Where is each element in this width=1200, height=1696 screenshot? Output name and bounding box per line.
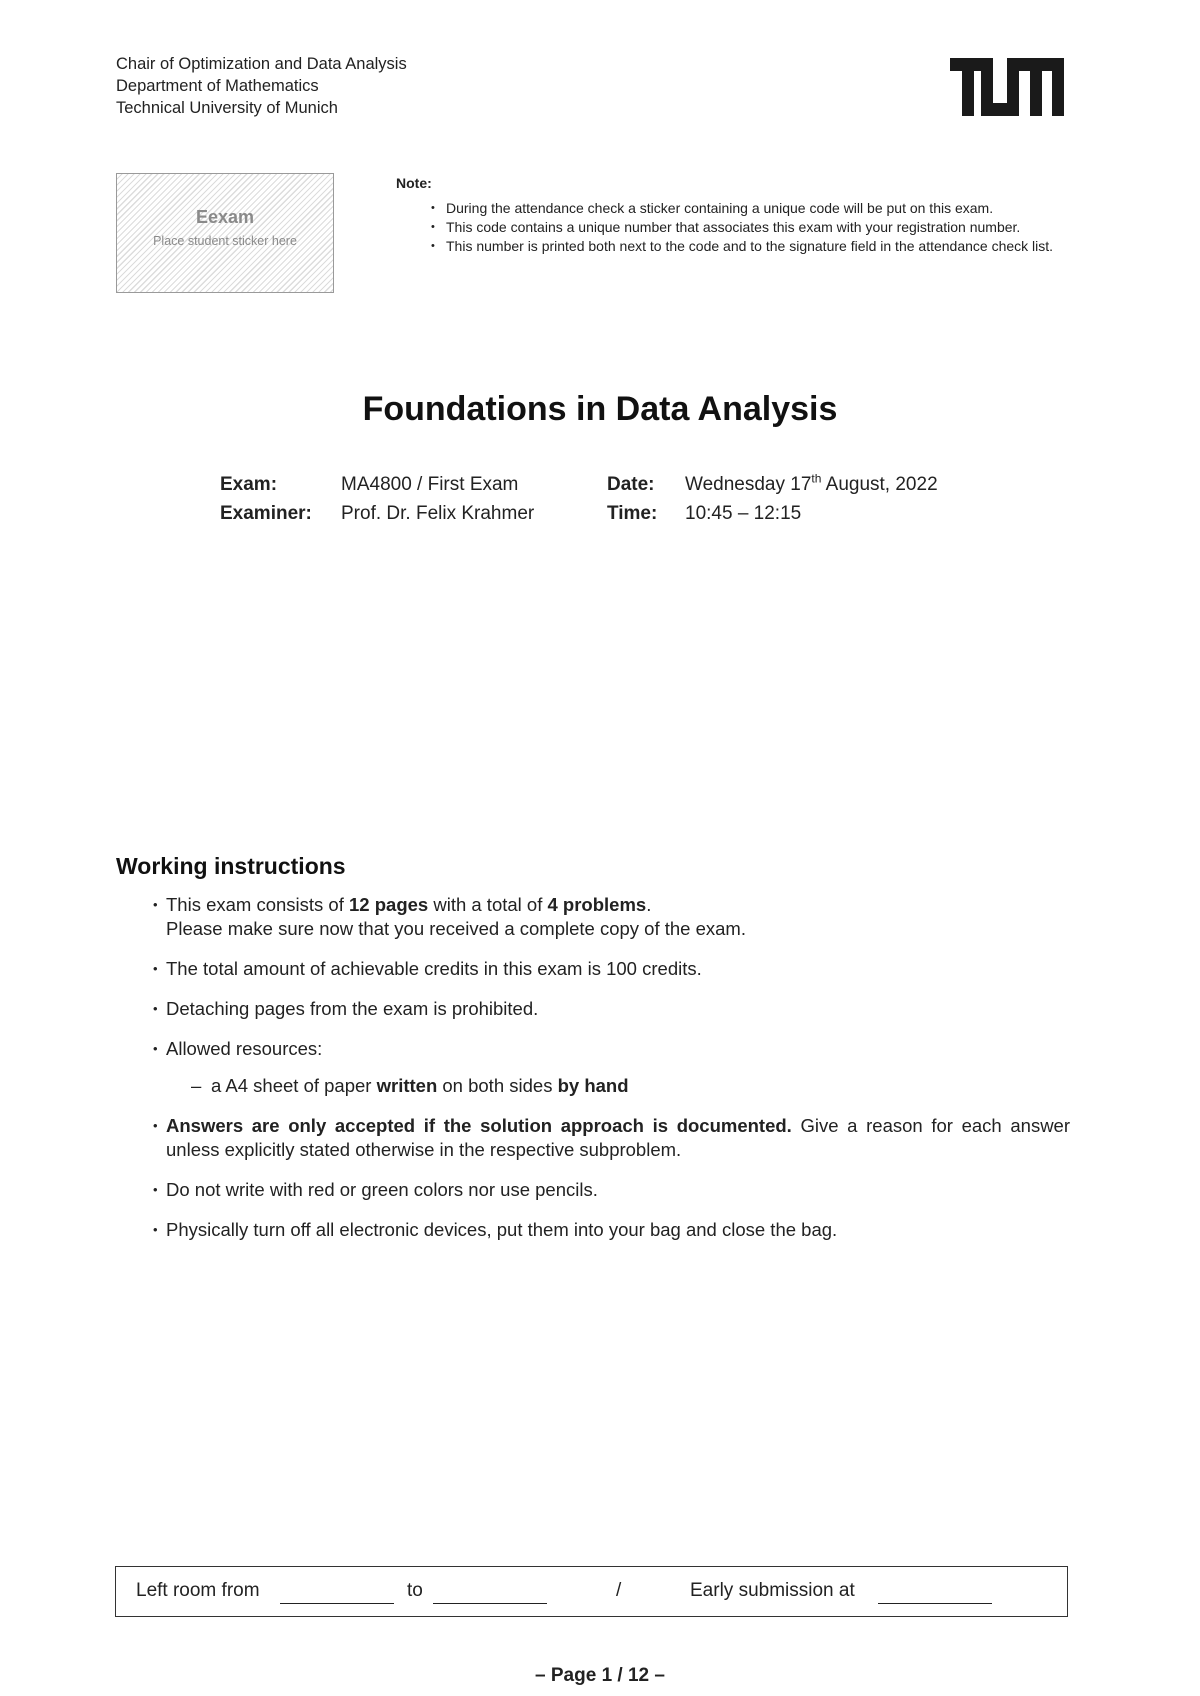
instruction-item-resources: • Allowed resources:: [116, 1037, 1070, 1061]
note-list: [396, 199, 1068, 256]
student-sticker-area: [116, 173, 334, 293]
examiner-label: Examiner:: [220, 503, 312, 524]
note-item: • During the attendance check a sticker containing a unique code will be put on this exam.: [446, 199, 1068, 218]
left-room-from-label: Left room from: [136, 1580, 260, 1601]
instruction-subitem-a4-sheet: – a A4 sheet of paper written on both sides by hand: [116, 1074, 1070, 1098]
early-leave-box: [115, 1566, 1068, 1617]
date-label: Date:: [607, 474, 655, 495]
time-label: Time:: [607, 503, 658, 524]
separator-slash: /: [616, 1580, 622, 1601]
affiliation-chair: Chair of Optimization and Data Analysis: [116, 55, 407, 73]
left-room-to-field[interactable]: [433, 1603, 547, 1604]
note-item: • This number is printed both next to the code and to the signature field in the attendance check list.: [446, 237, 1068, 256]
time-value: 10:45 – 12:15: [685, 503, 802, 524]
tum-logo-icon: [950, 58, 1064, 116]
date-value: Wednesday 17th August, 2022: [685, 471, 938, 495]
early-submission-field[interactable]: [878, 1603, 992, 1604]
exam-info-values-left: [341, 470, 534, 528]
instruction-item-colors: • Do not write with red or green colors nor use pencils.: [116, 1178, 1070, 1202]
sticker-title: Eexam: [195, 207, 255, 227]
instruction-item-pages: • This exam consists of 12 pages with a total of 4 problems. Please make sure now that you received a complete copy of the exam.: [116, 893, 1070, 941]
affiliation-university: Technical University of Munich: [116, 99, 338, 117]
early-submission-label: Early submission at: [690, 1580, 855, 1601]
instruction-item-devices: • Physically turn off all electronic devices, put them into your bag and close the bag.: [116, 1218, 1070, 1242]
exam-title: Foundations in Data Analysis: [362, 390, 838, 428]
to-label: to: [407, 1580, 423, 1601]
exam-value: MA4800 / First Exam: [341, 474, 519, 495]
note-label: Note:: [396, 175, 432, 191]
working-instructions-heading: Working instructions: [116, 853, 346, 879]
note-item: • This code contains a unique number that associates this exam with your registration number.: [446, 218, 1068, 237]
examiner-value: Prof. Dr. Felix Krahmer: [341, 503, 535, 524]
sticker-subtitle: Place student sticker here: [153, 234, 297, 248]
exam-label: Exam:: [220, 474, 278, 495]
instruction-item-detaching: • Detaching pages from the exam is prohibited.: [116, 997, 1070, 1021]
exam-info-labels-left: [220, 470, 312, 528]
affiliation-block: [116, 53, 407, 119]
note-block: [396, 174, 1068, 256]
exam-info-labels-right: [607, 470, 657, 528]
affiliation-department: Department of Mathematics: [116, 77, 319, 95]
left-room-from-field[interactable]: [280, 1603, 394, 1604]
instruction-item-answers: • Answers are only accepted if the solution approach is documented. Give a reason for each answer unless explicitly stated otherwise in the respective subproblem.: [116, 1114, 1070, 1162]
instruction-item-credits: • The total amount of achievable credits in this exam is 100 credits.: [116, 957, 1070, 981]
exam-info-values-right: [685, 470, 938, 528]
page-number: – Page 1 / 12 –: [535, 1665, 665, 1686]
working-instructions-list: [116, 893, 1070, 1258]
